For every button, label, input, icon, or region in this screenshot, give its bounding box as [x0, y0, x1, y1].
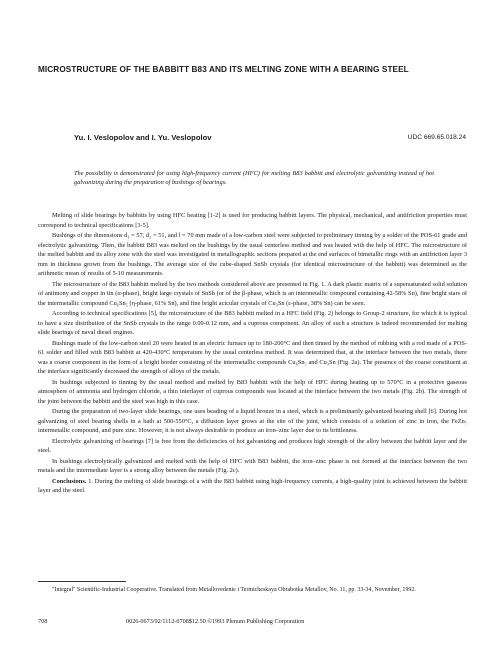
- abstract: The possibility is demonstrated for using high-frequency current (HFC) for melting B83 babbitt and electrolytic galvanizing instead of hot galvanizing during the preparation of bushings of bearings.: [74, 170, 434, 187]
- conclusions-label: Conclusions.: [52, 477, 87, 485]
- udc-code: UDC 669.65.018.24: [407, 134, 466, 141]
- paragraph: Electrolytic galvanizing of bearings [7] is free from the deficiencies of hot galvanizing and produces high strength of the alloy between the babbitt layer and the steel.: [38, 437, 467, 454]
- paper-title: MICROSTRUCTURE OF THE BABBITT B83 AND ITS MELTING ZONE WITH A BEARING STEEL: [38, 65, 409, 74]
- paragraph: Bushings of the dimensions d₁ = 57, d₂ = 51, and l = 70 mm made of a low-carbon steel were subjected to preliminary tinning by a solder of the POS-61 grade and electrolytic galvanizing. Then, the babbitt B83 was melted on the bushings by the usual centerless method and was heated with the help of HFC. The microstructure of the melted babbitt and its alloy zone with the steel was investigated in metallographic sections prepared at the end surfaces of bimetallic rings with an antifriction layer 3 mm in thickness grown from the bushings. The average size of the cube-shaped SnSb crystals (for identical microstructure of the babbitt) was determined as the arithmetic mean of results of 5-10 measurements.: [38, 232, 467, 277]
- paragraph: Melting of slide bearings by babbitts by using HFC heating [1-2] is used for producing babbitt layers. The physical, mechanical, and antifriction properties must correspond to technical specifications [3-5].: [38, 212, 467, 229]
- conclusions-text: 1. During the melting of slide bearings of a with the B83 babbitt using high-frequency currents, a high-quality joint is achieved between the babbitt layer and the steel.: [38, 477, 467, 494]
- body-text: [38, 211, 467, 497]
- paragraph: According to technical specifications [5], the microstructure of the B83 babbitt melted in a HFC field (Fig. 2) belongs to Group-2 structure, for which it is typical to have a size distribution of the SnSb crystals in the range 0.09-0.12 mm, and a cuprous component. An alloy of such a structure is indeed recommended for melting slide bearings of naval diesel engines.: [38, 310, 467, 336]
- footnote: "Integral" Scientific-Industrial Cooperative. Translated from Metallovedenie i Termicheskaya Obrabotka Metallov, No. 11, pp. 33-34, November, 1992.: [52, 587, 416, 593]
- footnote-rule: [38, 581, 126, 582]
- copyright-line: 0026-0673/92/1112-0708$12.50 ©1993 Plenum Publishing Corporation: [126, 618, 305, 625]
- paragraph: Bushings made of the low-carbon steel 20 were heated in an electric furnace up to 180-200°C and then tinned by the method of rubbing with a rod made of a POS-61 solder and filled with B83 babbitt at 420-430°C temperature by the usual centerless method. It was determined that, at the interface between the two metals, there was a coarse component in the form of a bright border consisting of the intermetallic compounds Cu₆Sn₅ and Cu₃Sn (Fig. 2a). The presence of the coarse constituent at the interface significantly decreased the strength of alloys of the metals.: [38, 339, 467, 375]
- paragraph: The microstructure of the B83 babbitt melted by the two methods considered above are presented in Fig. 1. A dark plastic matrix of a supersaturated solid solution of antimony and copper in tin (α-phase), bright large crystals of SnSb (or of the β-phase, which is an intermetallic compound containing 42-58% Sn), fine bright stars of the intermetallic compound Cu₆Sn₅ (η-phase, 61% Sn), and fine bright acicular crystals of Cu₃Sn (ε-phase, 38% Sn) can be seen.: [38, 280, 467, 307]
- conclusions-paragraph: [38, 477, 467, 496]
- author-line: Yu. I. Veslopolov and I. Yu. Veslopolov: [74, 133, 212, 142]
- paragraph: In bushings subjected to tinning by the usual method and melted by B83 babbitt with the help of HFC during heating up to 570°C in a protective gaseous atmosphere of ammonia and hydrogen chloride, a thin interlayer of cuprous compounds was located at the interface between the two metals (Fig. 2b). The strength of the joint between the babbitt and the steel was high in this case.: [38, 378, 467, 405]
- paragraph: During the preparation of two-layer slide bearings, one uses beading of a liquid bronze in a steel, which is a preliminarily galvanized bearing shell [6]. During hot galvanizing of steel bearing shells in a bath at 500-550°C, a diffusion layer grows at the site of the joint, which consists of a solution of zinc in iron, the FeZn₇ intermetallic compound, and pure zinc. However, it is not always desirable to produce an iron–zinc layer due to its brittleness.: [38, 408, 467, 434]
- paragraph: In bushings electrolytically galvanized and melted with the help of HFC with B83 babbitt, the iron–zinc phase is not formed at the interface between the two metals and the intermediate layer is a strong alloy between the metals (Fig. 2c).: [38, 457, 467, 474]
- page-number: 708: [38, 618, 48, 625]
